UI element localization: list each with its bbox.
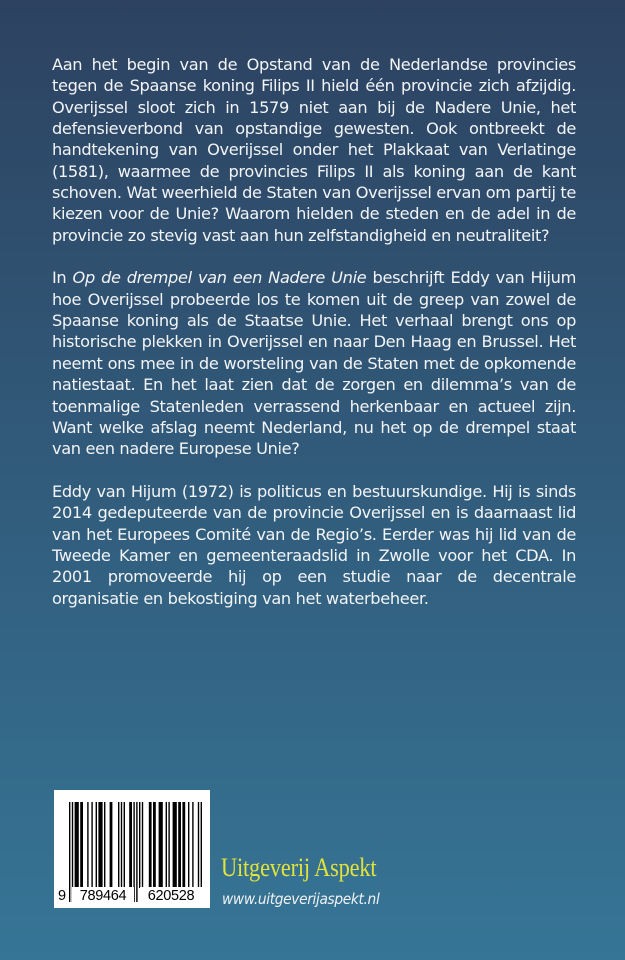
- barcode-bar: [142, 802, 143, 888]
- barcode-bar: [91, 802, 92, 888]
- barcode-bar: [166, 802, 167, 888]
- blurb-paragraph-author-bio: Eddy van Hijum (1972) is politicus en bestuurskundige. Hij is sinds 2014 gedeputeerde van de provincie Overijssel en is daarnaast lid van het Europees Comité van de Regio’s. Eerder was hij lid van de Tweede Kamer en gemeenteraadslid in Zwolle voor het CDA. In 2001 promoveerde hij op een studie naar de decentrale organisatie en bekostiging van het waterbeheer.: [52, 481, 576, 608]
- barcode-bar: [192, 802, 193, 888]
- summary-prefix: In: [52, 268, 73, 288]
- isbn-right-group: 620528: [140, 887, 202, 905]
- barcode-bar: [87, 802, 88, 888]
- blurb-text: [52, 54, 576, 630]
- barcode-bar: [182, 802, 185, 888]
- publisher-website-link[interactable]: www.uitgeverijaspekt.nl: [222, 890, 380, 908]
- publisher-logo-text: Uitgeverij Aspekt: [221, 853, 377, 882]
- blurb-paragraph-intro: Aan het begin van de Opstand van de Nederlandse provincies tegen de Spaanse koning Filips II hield één provincie zich afzijdig. Overijssel sloot zich in 1579 niet aan bij de Nadere Unie, het defensieverbond van opstandige gewesten. Ook ontbreekt de handtekening van Overijssel onder het Plakkaat van Verlatinge (1581), waarmee de provincies Filips II als koning aan de kant schoven. Wat weerhield de Staten van Overijssel ervan om partij te kiezen voor de Unie? Waarom hielden de steden en de adel in de provincie zo stevig vast aan hun zelfstandigheid en neutraliteit?: [52, 55, 576, 245]
- barcode-bar: [173, 802, 177, 888]
- barcode-bar: [139, 802, 140, 888]
- barcode-bar: [168, 802, 169, 888]
- isbn-number: [54, 887, 210, 905]
- barcode-bar: [104, 802, 105, 888]
- book-title: Op de drempel van een Nadere Unie: [72, 268, 367, 288]
- barcode-bar: [80, 802, 83, 888]
- barcode-bar: [188, 802, 189, 888]
- barcode-bar: [118, 802, 119, 888]
- isbn-barcode: [54, 790, 210, 908]
- isbn-first-digit: 9: [58, 888, 67, 904]
- barcode-bar: [96, 802, 97, 888]
- barcode-bar: [153, 802, 156, 888]
- barcode-bar: [178, 802, 181, 888]
- isbn-left-group: 789464: [72, 887, 134, 905]
- summary-text: beschrijft Eddy van Hijum hoe Overijssel probeerde los te komen uit de greep van zowel de Spaanse koning als de Staatse Unie. Het verhaal brengt ons op historische plekken in Overijssel en naar Den Haag en Brussel. Het neemt ons mee in de worsteling van de Staten met de opkomende natiestaat. En het laat zien dat de zorgen en dilemma’s van de toenmalige Statenleden verrassend herkenbaar en actueel zijn. Want welke afslag neemt Nederland, nu het op de drempel staat van een nadere Europese Unie?: [52, 268, 576, 459]
- barcode-bar: [121, 802, 122, 888]
- barcode-bar: [75, 802, 79, 888]
- blurb-paragraph-summary: [52, 267, 576, 459]
- barcode-bar: [110, 802, 113, 888]
- barcode-bar: [98, 802, 102, 888]
- barcode-bar: [149, 802, 152, 888]
- barcode-bar: [159, 802, 163, 888]
- barcode-bar: [124, 802, 125, 888]
- barcode-bar: [129, 802, 132, 888]
